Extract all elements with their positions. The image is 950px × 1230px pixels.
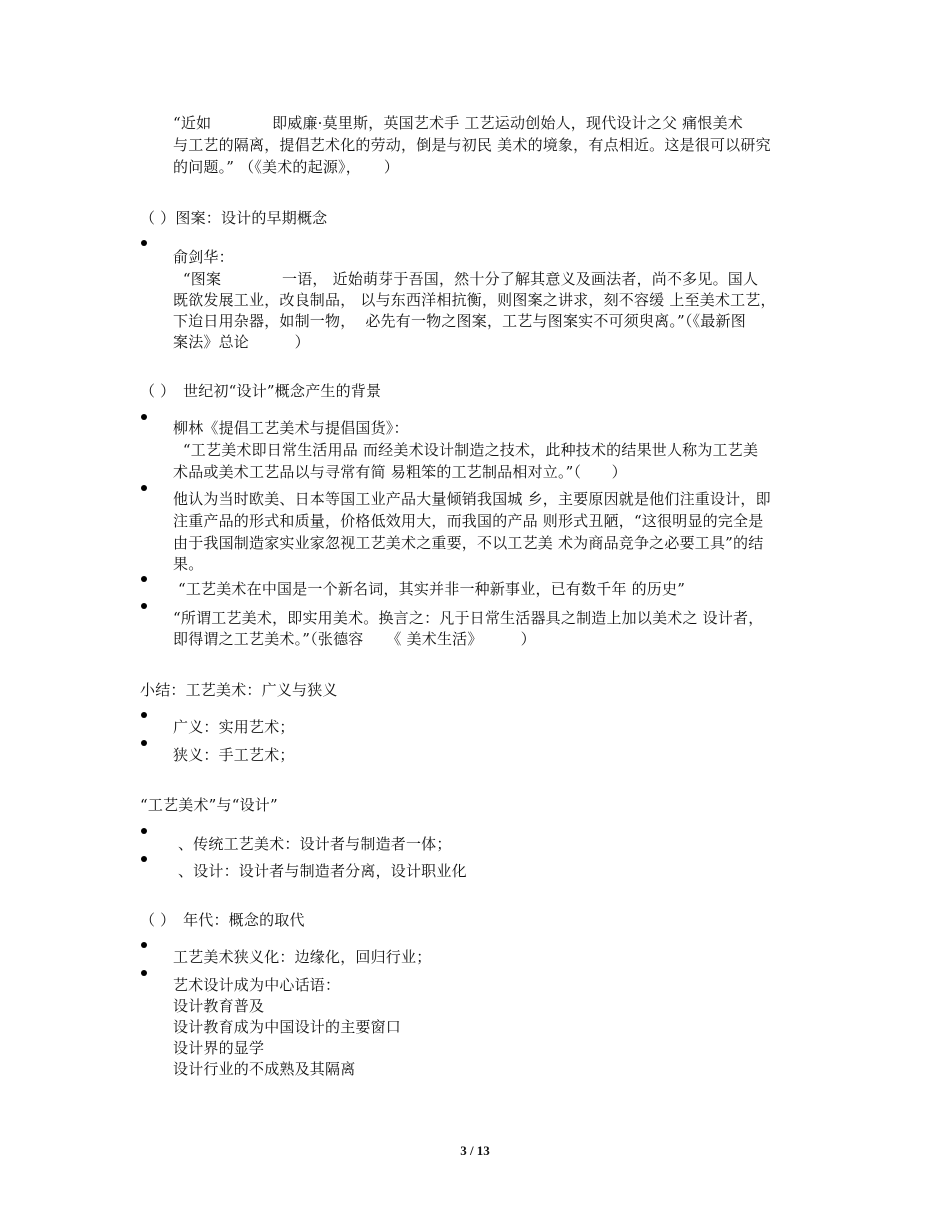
- paragraph-line: 设计界的显学: [173, 1039, 265, 1057]
- paragraph-line: 下迨日用杂器，如制一物， 必先有一物之图案，工艺与图案实不可须臾离。”（《最新图: [173, 312, 746, 330]
- bullet-icon: [141, 576, 147, 582]
- paragraph-line: 注重产品的形式和质量，价格低效用大，而我国的产品 则形式丑陋，“这很明显的完全是: [173, 512, 764, 530]
- page-number: 3 / 13: [460, 1143, 490, 1158]
- bullet-icon: [141, 740, 147, 746]
- intro-line: “近如 即威廉·莫里斯，英国艺术手 工艺运动创始人，现代设计之父 痛恨美术: [173, 114, 743, 132]
- bullet-icon: [141, 856, 147, 862]
- paragraph-line: 他认为当时欧美、日本等国工业产品大量倾销我国城 乡，主要原因就是他们注重设计，即: [173, 490, 771, 508]
- list-item: 、传统工艺美术：设计者与制造者一体；: [173, 835, 452, 853]
- paragraph-line: “工艺美术在中国是一个新名词，其实并非一种新事业，已有数千年 的历史”: [173, 580, 686, 598]
- section-heading: 小结：工艺美术：广义与狭义: [140, 681, 338, 699]
- bullet-icon: [141, 603, 147, 609]
- section-heading: （ ） 世纪初“设计”概念产生的背景: [140, 382, 382, 400]
- bullet-icon: [141, 240, 147, 246]
- paragraph-line: 案法》总论 ）: [173, 333, 310, 351]
- section-heading: “工艺美术”与“设计”: [140, 796, 278, 814]
- intro-line: 与工艺的隔离，提倡艺术化的劳动，倒是与初民 美术的境象，有点相近。这是很可以研究: [173, 136, 771, 154]
- paragraph-line: 即得谓之工艺美术。”（张德容 《 美术生活》 ）: [173, 630, 536, 648]
- paragraph-line: “所谓工艺美术，即实用美术。换言之：凡于日常生活器具之制造上加以美术之 设计者，: [173, 609, 764, 627]
- bullet-icon: [141, 942, 147, 948]
- list-item: 、设计：设计者与制造者分离，设计职业化: [173, 862, 467, 880]
- paragraph-line: 设计教育成为中国设计的主要窗口: [173, 1018, 402, 1036]
- section-heading: （ ） 年代：概念的取代: [140, 911, 305, 929]
- bullet-icon: [141, 485, 147, 491]
- intro-line: 的问题。” （《美术的起源》， ）: [173, 158, 400, 176]
- paragraph-line: 艺术设计成为中心话语：: [173, 976, 341, 994]
- paragraph-line: 俞剑华：: [173, 248, 234, 266]
- paragraph-line: 术品或美术工艺品以与寻常有简 易粗笨的工艺制品相对立。”（ ）: [173, 463, 627, 481]
- paragraph-line: 由于我国制造家实业家忽视工艺美术之重要，不以工艺美 术为商品竞争之必要工具”的结: [173, 534, 764, 552]
- bullet-icon: [141, 712, 147, 718]
- paragraph-line: 果。: [173, 555, 204, 573]
- list-item: 工艺美术狭义化：边缘化，回归行业；: [173, 948, 432, 966]
- paragraph-line: “图案 一语， 近始萌芽于吾国，然十分了解其意义及画法者，尚不多见。国人: [173, 270, 759, 288]
- list-item: 广义：实用艺术；: [173, 718, 295, 736]
- bullet-icon: [141, 970, 147, 976]
- bullet-icon: [141, 414, 147, 420]
- bullet-icon: [141, 828, 147, 834]
- paragraph-line: 柳林《提倡工艺美术与提倡国货》：: [173, 419, 409, 437]
- list-item: 狭义：手工艺术；: [173, 746, 295, 764]
- section-heading: （ ）图案：设计的早期概念: [140, 209, 328, 227]
- paragraph-line: 设计行业的不成熟及其隔离: [173, 1060, 356, 1078]
- paragraph-line: 设计教育普及: [173, 997, 265, 1015]
- paragraph-line: “工艺美术即日常生活用品 而经美术设计制造之技术，此种技术的结果世人称为工艺美: [173, 441, 759, 459]
- paragraph-line: 既欲发展工业，改良制品， 以与东西洋相抗衡，则图案之讲求，刻不容缓 上至美术工艺，: [173, 291, 776, 309]
